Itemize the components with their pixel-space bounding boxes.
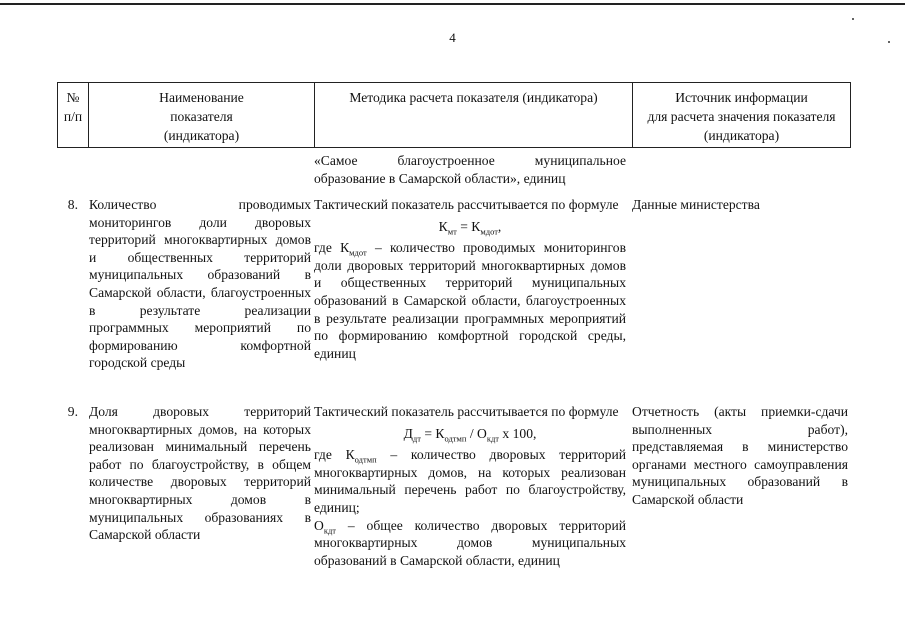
- header-method: [315, 83, 633, 148]
- variable-description: – количество проводимых мониторингов доли дворовых территорий многоквартирных домов и общественных территорий муниципальных образований в Самарской области, благоустроенных в результате реализации программных мероприятий по формированию комфортной городской среды, единиц: [314, 240, 626, 361]
- variable-symbol: О: [314, 517, 324, 533]
- method-continuation-text: «Самое благоустроенное муниципальное образование в Самарской области», единиц: [314, 153, 626, 186]
- header-source-line: Источник информации: [675, 90, 808, 105]
- formula-symbol: = К: [456, 218, 481, 234]
- formula-subscript: дт: [412, 433, 421, 444]
- method-where: где: [314, 240, 341, 256]
- variable-description: – общее количество дворовых территорий многоквартирных домов муниципальных образований в Самарской области, единиц: [314, 517, 626, 568]
- row-number: 9.: [67, 404, 78, 419]
- indicator-source: Данные министерства: [632, 197, 760, 212]
- indicator-method: [314, 403, 626, 569]
- page-top-border: [0, 3, 905, 5]
- page-number: 4: [449, 30, 456, 45]
- method-intro: Тактический показатель рассчитывается по формуле: [314, 197, 619, 212]
- formula-symbol: Д: [403, 425, 413, 441]
- indicator-method: [314, 196, 626, 362]
- row-number: 8.: [67, 197, 78, 212]
- header-name-line: Наименование: [159, 90, 244, 105]
- method-where: где: [314, 447, 346, 463]
- formula-subscript: одтмп: [444, 433, 467, 444]
- indicator-source: Отчетность (акты приемки-сдачи выполненных работ), представляемая в министерство органами местного самоуправления муниципальных образований в Самарской области: [632, 404, 848, 507]
- method-intro: Тактический показатель рассчитывается по формуле: [314, 404, 619, 419]
- header-source: [633, 83, 851, 148]
- formula-symbol: К: [438, 218, 448, 234]
- header-source-line: (индикатора): [703, 128, 780, 143]
- formula-symbol: = К: [420, 425, 445, 441]
- header-name-line: показателя: [170, 109, 233, 124]
- indicator-table-header: [57, 82, 851, 148]
- header-number-line: п/п: [63, 109, 83, 124]
- indicator-name: Количество проводимых мониторингов доли дворовых территорий многоквартирных домов и общественных территорий муниципальных образований в Самарской области, благоустроенных в результате реализации программных мероприятий по формированию комфортной городской среды: [89, 197, 311, 371]
- formula-symbol: ,: [497, 218, 502, 234]
- formula-symbol: / О: [466, 425, 487, 441]
- header-method-line: Методика расчета показателя (индикатора): [349, 90, 598, 105]
- formula: [314, 218, 626, 236]
- variable-subscript: одтмп: [354, 454, 377, 465]
- variable-symbol: К: [345, 447, 355, 463]
- header-number-line: №: [66, 90, 80, 105]
- variable-description: – количество дворовых территорий многоквартирных домов, на которых реализован минимальный перечень работ по благоустройству, единиц;: [314, 447, 627, 515]
- formula-subscript: мт: [447, 226, 457, 237]
- header-source-line: для расчета значения показателя: [647, 109, 836, 124]
- formula-subscript: кдт: [486, 433, 499, 444]
- variable-subscript: мдот: [349, 247, 367, 258]
- formula: [314, 425, 626, 443]
- formula-subscript: мдот: [480, 226, 498, 237]
- variable-symbol: К: [340, 240, 350, 256]
- header-number: [58, 83, 89, 148]
- indicator-name: Доля дворовых территорий многоквартирных домов, на которых реализован минимальный перечень работ по благоустройству, в общем количестве дворовых территорий многоквартирных домов в муниципальных образованиях в Самарской области: [89, 404, 311, 543]
- formula-symbol: x 100,: [499, 425, 537, 441]
- scan-speck: [852, 18, 854, 20]
- header-name-line: (индикатора): [163, 128, 240, 143]
- header-name: [89, 83, 315, 148]
- variable-subscript: кдт: [323, 525, 336, 536]
